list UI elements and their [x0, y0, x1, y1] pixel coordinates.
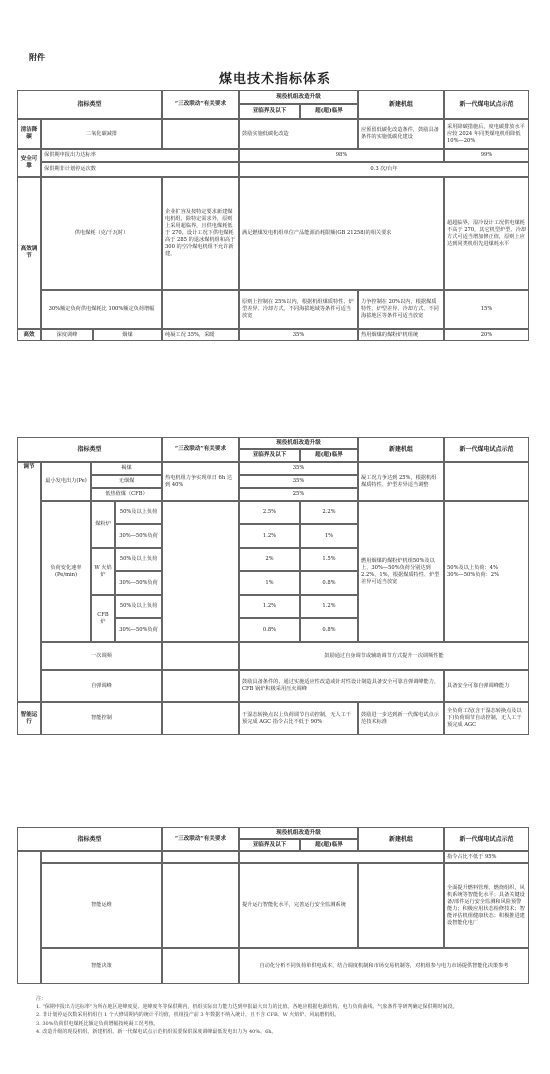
smart-demo: 全负荷工况(含干湿态转换点及以下)负荷调节自动控制，无人工干预完成 AGC [444, 702, 529, 735]
category-safety: 安全可靠 [17, 149, 41, 177]
ops-new [358, 863, 444, 948]
selfstart-demo: 具备安全可靠自弹调峰能力 [444, 670, 529, 702]
rate-pc-high-sup: 2.2% [300, 501, 358, 524]
rate-w-low-sub: 1% [239, 571, 300, 595]
header-demo-2: 新一代煤电试点示范 [444, 437, 529, 462]
header-linkage: “三改联动”有关要求 [162, 90, 239, 119]
deep-label: 深度调峰 [41, 329, 93, 341]
header-subcritical-2: 亚临界及以下 [239, 449, 300, 462]
primary-label: 一次调频 [41, 642, 162, 670]
safety-row2-value: 0.3 次/台年 [239, 162, 529, 177]
header-new-unit-2: 新建机组 [358, 437, 444, 462]
safety-row1-demo: 99% [444, 149, 529, 162]
load-band-w-low: 30%—50%负荷 [115, 571, 162, 595]
table-page-3 [17, 827, 529, 992]
header-retrofit-2: 现役机组改造升级 [239, 437, 358, 449]
header-supercritical: 超(超)临界 [300, 104, 358, 119]
header-linkage-2: “三改联动”有关要求 [162, 437, 239, 462]
coal30-linkage [162, 290, 239, 329]
co2-new: 应预留低碳化改造条件，鼓励具备条件的实施低碳化建设 [358, 119, 444, 149]
coal-standard: 满足燃煤发电机组单位产品能源消耗限额(GB 21258)的相关要求 [239, 177, 444, 290]
table-page-2 [17, 437, 529, 737]
min-value-cfb: 25% [239, 488, 358, 501]
rate-label: 负荷变化速率 (Pe/min) [41, 501, 91, 642]
footnotes [36, 995, 526, 1036]
note-4: 4. 改造升级的现役机组、新建机组、新一代煤电试点示范机组需要保供深度调峰最低发电出力为 40%、6h。 [36, 1028, 277, 1035]
rate-w-high-sup: 1.5% [300, 548, 358, 571]
header-new-unit: 新建机组 [358, 90, 444, 119]
decision-value: 自动化分析不同负荷单供电成本，结合调度机制和市场交易机制等，对机组参与电力市场提供智能化决策参考 [239, 948, 529, 984]
rate-cfb-low-sub: 0.8% [239, 618, 300, 642]
smart-retrofit: 干湿态转换点以上负荷调节自动控制，无人工干预完成 AGC 指令占比不低于 90% [239, 702, 358, 735]
rate-cfb-high-sup: 1.2% [300, 595, 358, 618]
boiler-cfb: CFB 炉 [91, 595, 115, 642]
note-2: 2. 非计划停运次数采用机组自 1 个大修周期内的统计平均值，机组投产前 3 年数据不纳入统计，且不含 CFB、W 火焰炉、风扇磨机组。 [36, 1012, 340, 1019]
primary-value: 鼓励通过自身调节或辅助调节方式提升一次调频性能 [239, 642, 529, 670]
deep-new: 热用烟煤的煤粉炉机组统 [358, 329, 444, 341]
header-demo-3: 新一代煤电试点示范 [444, 827, 529, 851]
header-type: 指标类型 [17, 90, 162, 119]
rate-demo: 50%及以上负荷：4% 30%—50%负荷：2% [444, 501, 529, 642]
header-supercritical-2: 超(超)临界 [300, 449, 358, 462]
co2-retrofit: 鼓励实施低碳化改造 [239, 119, 358, 149]
coal30-new: 力争控制在 20%以内，根据煤质特性、炉型差异、冷却方式、不同海拔地区等条件可适当放宽 [358, 290, 444, 329]
min-value-lignite: 35% [239, 462, 358, 475]
rate-pc-low-sub: 1.2% [239, 524, 300, 548]
rate-w-low-sup: 0.8% [300, 571, 358, 595]
category-clean: 清洁降碳 [17, 119, 41, 149]
table-page-1 [17, 90, 529, 350]
min-load-label: 最小发电出力(Pe) [41, 462, 91, 501]
selfstart-linkage [162, 670, 239, 702]
deep-retrofit: 35% [239, 329, 358, 341]
min-value-anthracite: 35% [239, 475, 358, 488]
rate-new: 燃用烟煤的煤粉炉机组50%及以上、30%—50%负荷分别达到 2.2%、1%，根据煤质特性、炉型差异可适当放宽 [358, 501, 444, 642]
ops-retrofit: 提升运行智能化水平，完善运行安全监测系统 [239, 863, 358, 948]
load-band-cfb-high: 50%及以上负荷 [115, 595, 162, 618]
category-smart-cont [17, 851, 41, 984]
header-supercritical-3: 超(超)临界 [300, 839, 358, 851]
header-retrofit: 现役机组改造升级 [239, 90, 358, 104]
header-demo: 新一代煤电试点示范 [444, 90, 529, 119]
rate-pc-high-sub: 2.5% [239, 501, 300, 524]
header-type-2: 指标类型 [17, 437, 162, 462]
notes-heading: 注： [36, 996, 47, 1002]
decision-label: 智能决策 [41, 948, 162, 984]
selfstart-value: 鼓励具备条件的，通过实施适应性改造或针对性设计制造具备安全可靠自弹调峰能力，CFB 锅炉积极采用压火调峰 [239, 670, 444, 702]
smart-new: 鼓励进一步达到新一代煤电试点示范技术标准 [358, 702, 444, 735]
decision-linkage [162, 948, 239, 984]
deep-fuel: 烟煤 [93, 329, 162, 341]
co2-linkage [162, 119, 239, 149]
rate-cfb-high-sub: 1.2% [239, 595, 300, 618]
header-subcritical: 亚临界及以下 [239, 104, 300, 119]
ops-linkage-top [162, 851, 239, 863]
min-demo [444, 462, 529, 501]
min-new: 凝工况力争达到 25%，根据机组煤质特性、炉型差异适当调整 [358, 462, 444, 501]
rate-linkage [162, 501, 239, 642]
min-fuel-anthracite: 无烟煤 [91, 475, 162, 488]
coal-label: 供电煤耗（克/千瓦时） [41, 177, 162, 290]
smart-linkage [162, 702, 239, 735]
load-band-w-high: 50%及以上负荷 [115, 548, 162, 571]
safety-row2-label: 保供期非计划停运次数 [41, 162, 239, 177]
note-3: 3. 30%负荷供电煤耗比额定负荷增幅按纯凝工况考核。 [36, 1020, 159, 1027]
load-band-pc-low: 30%—50%负荷 [115, 524, 162, 548]
rate-pc-low-sup: 1% [300, 524, 358, 548]
coal-linkage: 企业扩容及按特定要求新建煤电机组，除特定需求外，原则上采用超临界，且供电煤耗低于 270。设计工况下供电煤耗高于 285 的退冰煤机组和高于 300 的空冷煤电机组不允许新建。 [162, 177, 239, 290]
attachment-label: 附件 [29, 52, 45, 62]
header-linkage-3: “三改联动”有关要求 [162, 827, 239, 851]
co2-demo: 采用降碳措施后，度电碳排放水平应较 2024 年同类煤电机组降低 10%—20% [444, 119, 529, 149]
min-linkage: 热电机组力争实现单日 6h 达到 40% [162, 462, 239, 501]
ops-demo: 全面提升燃料管理、燃烧组织、风机系统等智能化水平；具备关键设备/部件运行安全监测和风险预警能力；积极应用状态检修技术；智能评估机组健康状态；积极推进建设智能化电厂 [444, 863, 529, 948]
header-retrofit-3: 现役机组改造升级 [239, 827, 358, 839]
category-efficiency: 高效调节 [17, 177, 41, 329]
header-subcritical-3: 亚临界及以下 [239, 839, 300, 851]
primary-linkage [162, 642, 239, 670]
rate-cfb-low-sup: 0.8% [300, 618, 358, 642]
header-new-unit-3: 新建机组 [358, 827, 444, 851]
ops-linkage [162, 863, 239, 948]
safety-row1-label: 保供期申报出力达标率 [41, 149, 239, 162]
category-smart: 智能运行 [17, 702, 41, 735]
load-band-pc-high: 50%及以上负荷 [115, 501, 162, 524]
note-1: 1. “保期申报出力达标率”为所在地区迎峰度夏、迎峰度冬等保供期内，机组实际出力能力达到申报最大出力的比值。各地应根据电源结构、电力负荷曲线、气象条件等研判确定保供期时间段。 [36, 1004, 458, 1011]
category-adjust: 调节 [17, 462, 41, 702]
co2-label: 二氧化碳减排 [41, 119, 162, 149]
coal30-label: 30%额定负荷供电煤耗比 100%额定负荷增幅 [41, 290, 162, 329]
safety-row1-value: 98% [239, 149, 444, 162]
min-fuel-cfb: 低热值煤（CFB） [91, 488, 162, 501]
header-type-3: 指标类型 [17, 827, 162, 851]
demo-top: 指令占比不低于 95% [444, 851, 529, 863]
selfstart-label: 自弹调峰 [41, 670, 162, 702]
coal30-demo: 15% [444, 290, 529, 329]
coal30-retrofit: 原则上控制在 25%以内，根据机组煤质特性、炉型差异、冷却方式、不同海拔地域等条件可适当放宽 [239, 290, 358, 329]
coal-demo: 超超临界，湿冷设计工况供电煤耗不高于 270，其它机型炉型、冷却方式可适当增加修正值，原则上应达到同类机组先进煤耗水平 [444, 177, 529, 290]
boiler-w: W 火焰炉 [91, 548, 115, 595]
document-title: 煤电技术指标体系 [218, 72, 331, 87]
rate-w-high-sub: 2% [239, 548, 300, 571]
ops-label: 智能运维 [41, 863, 162, 948]
min-fuel-lignite: 褐煤 [91, 462, 162, 475]
ops-retro-top [239, 851, 444, 863]
category-efficiency-2: 高效 [17, 329, 41, 341]
ops-spacer [41, 851, 162, 863]
deep-linkage: 纯凝工况 35%，采暖 [162, 329, 239, 341]
boiler-pc: 煤粉炉 [91, 501, 115, 548]
smart-label: 智能控制 [41, 702, 162, 735]
deep-demo: 20% [444, 329, 529, 341]
load-band-cfb-low: 30%—50%负荷 [115, 618, 162, 642]
